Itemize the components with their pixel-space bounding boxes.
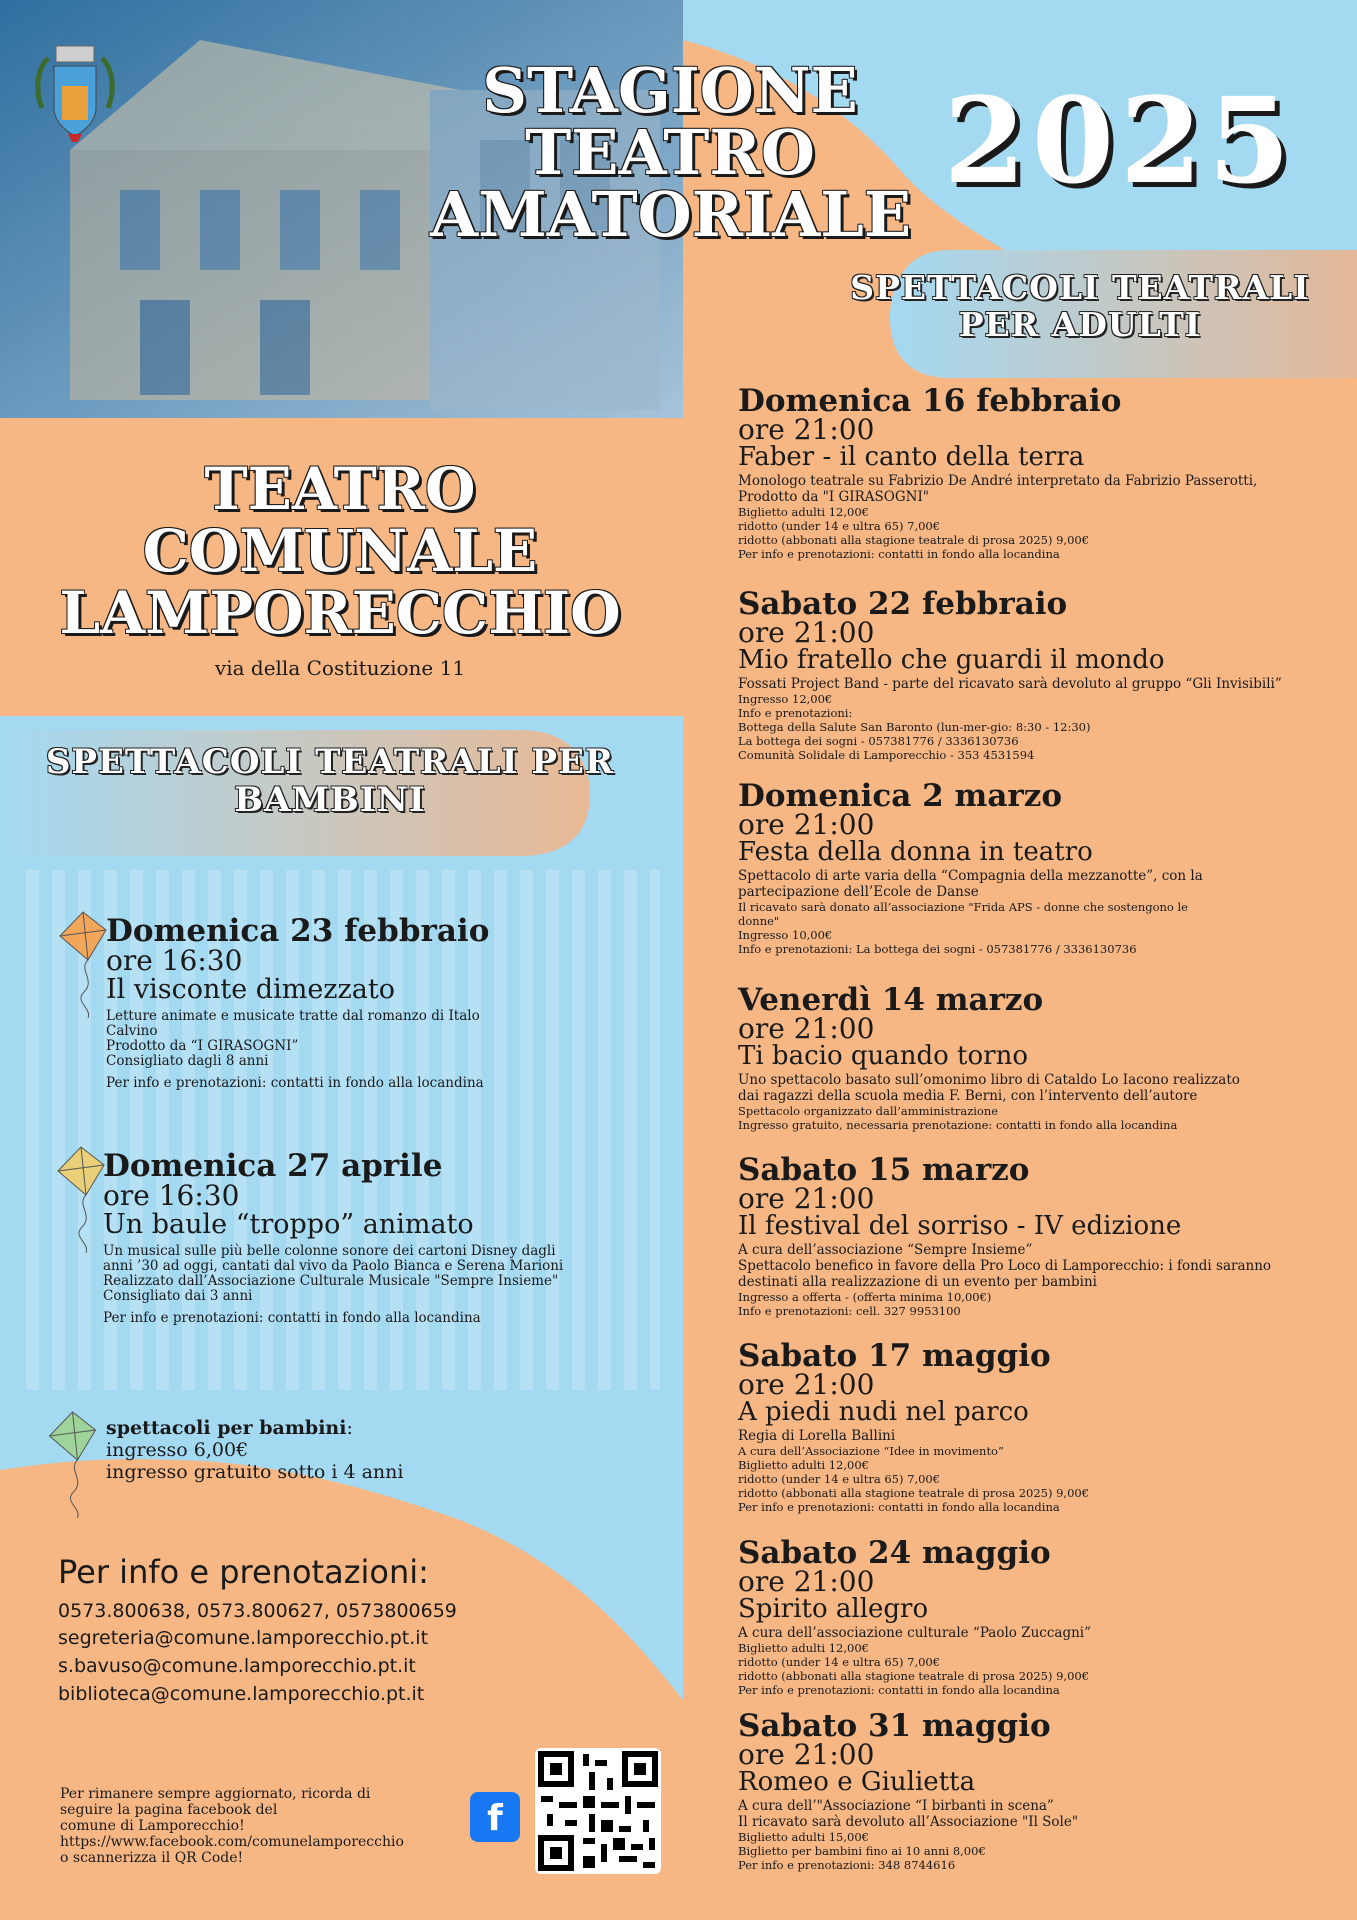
event-date: Domenica 16 febbraio	[738, 383, 1122, 419]
ticket-line: Ingresso gratuito, necessaria prenotazione: contatti in fondo alla locandina	[738, 1118, 1178, 1132]
ticket-line: Per info e prenotazioni: 348 8744616	[738, 1858, 956, 1872]
ticket-line: Info e prenotazioni: La bottega dei sogni - 057381776 / 3336130736	[738, 942, 1137, 956]
desc-line: Uno spettacolo basato sull’omonimo libro di Cataldo Lo Iacono realizzato	[738, 1072, 1240, 1088]
adult-event	[738, 780, 1298, 956]
ticket-line: ridotto (abbonati alla stagione teatrale di prosa 2025) 9,00€	[738, 1669, 1090, 1683]
event-tickets	[738, 1830, 1298, 1872]
ticket-line: ridotto (abbonati alla stagione teatrale di prosa 2025) 9,00€	[738, 533, 1090, 547]
venue-line: LAMPORECCHIO	[59, 579, 621, 647]
qr-code[interactable]	[535, 1748, 661, 1874]
event-description	[103, 1244, 663, 1304]
desc-line: dai ragazzi della scuola media F. Berni, con l’intervento dell’autore	[738, 1088, 1198, 1104]
price-line: ingresso gratuito sotto i 4 anni	[106, 1461, 404, 1483]
kite-icon	[58, 910, 108, 1020]
social-line: Per rimanere sempre aggiornato, ricorda di	[60, 1786, 371, 1802]
coat-of-arms-logo	[30, 38, 120, 148]
desc-line: Prodotto da “I GIRASOGNI”	[106, 1038, 299, 1054]
kids-section-banner	[20, 743, 640, 819]
ticket-line: Per info e prenotazioni: contatti in fondo alla locandina	[738, 547, 1060, 561]
kids-prices-label: spettacoli per bambini	[106, 1417, 347, 1439]
ticket-line: Biglietto per bambini fino ai 10 anni 8,00€	[738, 1844, 986, 1858]
event-title: A piedi nudi nel parco	[738, 1397, 1029, 1427]
desc-line: Calvino	[106, 1023, 158, 1039]
desc-line: anni ’30 ad oggi, cantati dal vivo da Paolo Bianca e Serena Marioni	[103, 1258, 564, 1274]
event-tickets	[738, 505, 1298, 561]
ticket-line: Bottega della Salute San Baronto (lun-mer-gio: 8:30 - 12:30)	[738, 720, 1091, 734]
kids-banner-line: SPETTACOLI TEATRALI PER	[45, 742, 615, 782]
kids-event	[106, 915, 576, 1091]
event-time: ore 21:00	[738, 413, 875, 446]
ticket-line: A cura dell’Associazione “Idee in movimento”	[738, 1444, 1004, 1458]
ticket-line: Comunità Solidale di Lamporecchio - 353 4531594	[738, 748, 1035, 762]
event-description	[738, 676, 1298, 692]
desc-line: Realizzato dall’Associazione Culturale Musicale "Sempre Insieme"	[103, 1273, 559, 1289]
ticket-line: Info e prenotazioni: cell. 327 9953100	[738, 1304, 961, 1318]
event-title: Romeo e Giulietta	[738, 1767, 976, 1797]
event-tickets	[738, 1290, 1298, 1318]
ticket-line: Info e prenotazioni:	[738, 706, 853, 720]
contacts-block	[58, 1552, 618, 1708]
event-title: Ti bacio quando torno	[738, 1041, 1028, 1071]
ticket-line: Biglietto adulti 12,00€	[738, 1458, 869, 1472]
adult-event	[738, 984, 1298, 1132]
desc-line: Il ricavato sarà devoluto all’Associazione "Il Sole"	[738, 1814, 1079, 1830]
desc-line: destinati alla realizzazione di un evento per bambini	[738, 1274, 1097, 1290]
facebook-icon[interactable]: f	[470, 1792, 520, 1842]
desc-line: Letture animate e musicate tratte dal romanzo di Italo	[106, 1008, 480, 1024]
desc-line: partecipazione dell’Ecole de Danse	[738, 884, 979, 900]
event-date: Venerdì 14 marzo	[738, 982, 1044, 1018]
event-time: ore 16:30	[103, 1179, 240, 1212]
ticket-line: ridotto (under 14 e ultra 65) 7,00€	[738, 1472, 941, 1486]
event-tickets	[738, 1444, 1298, 1514]
event-date: Sabato 15 marzo	[738, 1152, 1030, 1188]
event-tickets	[738, 692, 1298, 762]
event-date: Sabato 17 maggio	[738, 1338, 1051, 1374]
event-title: Spirito allegro	[738, 1594, 929, 1624]
kids-prices: spettacoli per bambini: ingresso 6,00€ ingresso gratuito sotto i 4 anni	[106, 1417, 566, 1483]
venue-line: TEATRO	[204, 455, 476, 523]
ticket-line: ridotto (abbonati alla stagione teatrale di prosa 2025) 9,00€	[738, 1486, 1090, 1500]
event-description	[738, 1242, 1298, 1290]
desc-line: Un musical sulle più belle colonne sonore dei cartoni Disney dagli	[103, 1243, 556, 1259]
ticket-line: Per info e prenotazioni: contatti in fondo alla locandina	[738, 1683, 1060, 1697]
desc-line: Consigliato dagli 8 anni	[106, 1053, 269, 1069]
adult-event	[738, 385, 1298, 561]
event-info: Per info e prenotazioni: contatti in fondo alla locandina	[106, 1075, 484, 1091]
event-date: Domenica 2 marzo	[738, 778, 1063, 814]
event-time: ore 21:00	[738, 1012, 875, 1045]
desc-line: Regia di Lorella Ballini	[738, 1428, 896, 1444]
ticket-line: Spettacolo organizzato dall’amministrazione	[738, 1104, 999, 1118]
event-date: Domenica 27 aprile	[103, 1148, 443, 1184]
desc-line: Fossati Project Band - parte del ricavato sarà devoluto al gruppo “Gli Invisibili”	[738, 676, 1282, 692]
ticket-line: Per info e prenotazioni: contatti in fondo alla locandina	[738, 1500, 1060, 1514]
event-date: Sabato 22 febbraio	[738, 586, 1068, 622]
facebook-link[interactable]: https://www.facebook.com/comunelamporecchio	[60, 1834, 404, 1850]
desc-line: Spettacolo benefico in favore della Pro Loco di Lamporecchio: i fondi saranno	[738, 1258, 1272, 1274]
kids-event	[103, 1150, 663, 1326]
event-time: ore 21:00	[738, 1738, 875, 1771]
price-line: ingresso 6,00€	[106, 1439, 249, 1461]
desc-line: Consigliato dai 3 anni	[103, 1288, 253, 1304]
kite-icon	[56, 1145, 106, 1255]
event-time: ore 21:00	[738, 1182, 875, 1215]
season-title	[430, 54, 912, 251]
adult-event	[738, 1537, 1298, 1697]
event-title: Festa della donna in teatro	[738, 837, 1093, 867]
contacts-phones: 0573.800638, 0573.800627, 0573800659	[58, 1600, 457, 1622]
ticket-line: Biglietto adulti 12,00€	[738, 505, 869, 519]
ticket-line: Il ricavato sarà donato all’associazione "Frida APS - donne che sostengono le	[738, 900, 1188, 914]
social-line: o scannerizza il QR Code!	[60, 1850, 244, 1866]
ticket-line: Ingresso 10,00€	[738, 928, 833, 942]
ticket-line: Biglietto adulti 12,00€	[738, 1641, 869, 1655]
event-description	[738, 1072, 1298, 1104]
adult-event	[738, 1710, 1298, 1872]
ticket-line: Biglietto adulti 15,00€	[738, 1830, 869, 1844]
adults-banner-line: PER ADULTI	[958, 304, 1202, 344]
adult-event	[738, 1340, 1298, 1514]
event-time: ore 16:30	[106, 944, 243, 977]
event-title: Il festival del sorriso - IV edizione	[738, 1211, 1182, 1241]
venue-address: via della Costituzione 11	[214, 656, 466, 680]
event-description	[738, 473, 1298, 505]
desc-line: A cura dell’"Associazione “I birbanti in scena”	[738, 1798, 1054, 1814]
event-time: ore 21:00	[738, 808, 875, 841]
kite-icon	[45, 1410, 100, 1520]
ticket-line: Ingresso 12,00€	[738, 692, 833, 706]
ticket-line: ridotto (under 14 e ultra 65) 7,00€	[738, 1655, 941, 1669]
event-title: Mio fratello che guardi il mondo	[738, 645, 1165, 675]
event-description	[738, 1798, 1298, 1830]
event-description	[738, 868, 1298, 900]
event-time: ore 21:00	[738, 1368, 875, 1401]
season-year: 2025	[943, 71, 1297, 210]
ticket-line: donne"	[738, 914, 780, 928]
event-date: Sabato 31 maggio	[738, 1708, 1051, 1744]
event-time: ore 21:00	[738, 616, 875, 649]
event-time: ore 21:00	[738, 1565, 875, 1598]
social-line: comune di Lamporecchio!	[60, 1818, 245, 1834]
ticket-line: Ingresso a offerta - (offerta minima 10,00€)	[738, 1290, 992, 1304]
email-link[interactable]: biblioteca@comune.lamporecchio.pt.it	[58, 1683, 425, 1705]
venue-name	[40, 455, 640, 647]
adult-event	[738, 1154, 1298, 1318]
event-info: Per info e prenotazioni: contatti in fondo alla locandina	[103, 1310, 481, 1326]
season-title-line: AMATORIALE	[430, 178, 912, 251]
contacts-title: Per info e prenotazioni:	[58, 1553, 429, 1591]
desc-line: A cura dell’associazione “Sempre Insieme”	[738, 1242, 1033, 1258]
event-title: Il visconte dimezzato	[106, 974, 395, 1005]
event-title: Faber - il canto della terra	[738, 442, 1085, 472]
event-date: Sabato 24 maggio	[738, 1535, 1051, 1571]
ticket-line: ridotto (under 14 e ultra 65) 7,00€	[738, 519, 941, 533]
event-tickets	[738, 900, 1298, 956]
ticket-line: La bottega dei sogni - 057381776 / 3336130736	[738, 734, 1019, 748]
event-title: Un baule “troppo” animato	[103, 1209, 474, 1240]
event-date: Domenica 23 febbraio	[106, 913, 490, 949]
adults-banner-line: SPETTACOLI TEATRALI	[850, 268, 1310, 307]
season-title-line: TEATRO	[525, 116, 815, 189]
desc-line: A cura dell’associazione culturale “Paolo Zuccagni”	[738, 1625, 1092, 1641]
desc-line: Monologo teatrale su Fabrizio De André interpretato da Fabrizio Passerotti,	[738, 473, 1258, 489]
event-description	[738, 1625, 1298, 1641]
kids-banner-line: BAMBINI	[234, 780, 426, 821]
email-link[interactable]: s.bavuso@comune.lamporecchio.pt.it	[58, 1655, 416, 1677]
event-description	[106, 1009, 576, 1069]
desc-line: Prodotto da "I GIRASOGNI"	[738, 489, 930, 505]
season-title-line: STAGIONE	[482, 54, 858, 127]
event-tickets	[738, 1104, 1298, 1132]
event-description	[738, 1428, 1298, 1444]
social-line: seguire la pagina facebook del	[60, 1802, 278, 1818]
adult-event	[738, 588, 1298, 762]
desc-line: Spettacolo di arte varia della “Compagnia della mezzanotte”, con la	[738, 868, 1203, 884]
email-link[interactable]: segreteria@comune.lamporecchio.pt.it	[58, 1627, 429, 1649]
adults-section-banner	[810, 270, 1350, 344]
social-note	[60, 1786, 460, 1866]
venue-line: COMUNALE	[142, 517, 538, 585]
event-tickets	[738, 1641, 1298, 1697]
